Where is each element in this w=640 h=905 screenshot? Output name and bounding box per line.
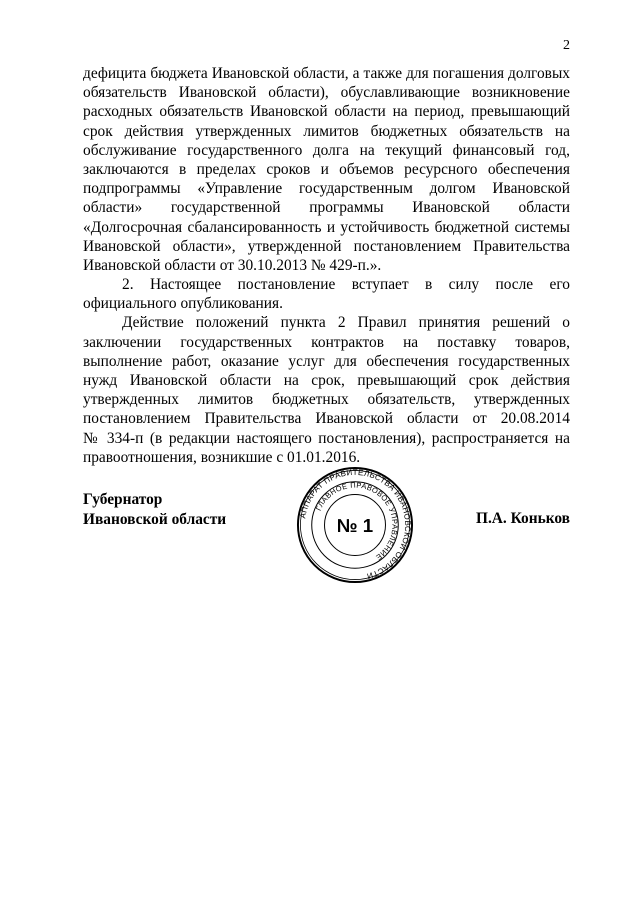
signature-title — [83, 490, 226, 529]
text-line: заключаются в пределах сроков и объемов ресурсного обеспечения — [83, 160, 570, 178]
text-line: постановлением Правительства Ивановской области от 20.08.2014 — [83, 410, 570, 428]
text-line: Ивановской области», утвержденной постановлением Правительства — [83, 237, 570, 255]
signatory-name: П.А. Коньков — [475, 510, 570, 527]
text-line: Ивановской области от 30.10.2013 № 429-п.». — [83, 256, 382, 274]
signature-title-line: Ивановской области — [83, 510, 227, 528]
text-line: подпрограммы «Управление государственным долгом Ивановской — [83, 180, 570, 198]
text-line: 2. Настоящее постановление вступает в силу после его — [122, 276, 570, 294]
seal-outer-text: АППАРАТ ПРАВИТЕЛЬСТВА ИВАНОВСКОЙ ОБЛАСТИ — [298, 467, 413, 581]
text-line: Действие положений пункта 2 Правил принятия решений о — [122, 314, 570, 332]
page-number: 2 — [563, 38, 570, 53]
seal-number: № 1 — [336, 514, 374, 536]
text-line: нужд Ивановской области на срок, превышающий срок действия — [83, 372, 570, 389]
document-body — [83, 64, 570, 467]
text-line: правоотношения, возникшие с 01.01.2016. — [83, 448, 361, 466]
text-line: утвержденных лимитов бюджетных обязательств, утвержденных — [83, 391, 570, 409]
text-line: расходных обязательств Ивановской области на период, превышающий — [83, 103, 570, 121]
seal-inner-text: ГЛАВНОЕ ПРАВОВОЕ УПРАВЛЕНИЕ — [313, 480, 400, 563]
text-line: обслуживание государственного долга на текущий финансовый год, — [83, 141, 570, 159]
text-line: заключении государственных контрактов на поставку товаров, — [83, 333, 570, 351]
text-line: обязательств Ивановской области), обуславливающие возникновение — [83, 84, 570, 102]
text-line: области» государственной программы Ивановской области — [83, 199, 570, 217]
official-seal — [296, 466, 414, 584]
text-line: официального опубликования. — [83, 295, 283, 313]
text-line: «Долгосрочная сбалансированность и устойчивость бюджетной системы — [83, 218, 570, 236]
text-line: дефицита бюджета Ивановской области, а также для погашения долговых — [83, 65, 570, 82]
text-line: № 334-п (в редакции настоящего постановления), распространяется на — [83, 429, 570, 447]
signature-title-line: Губернатор — [83, 491, 163, 508]
text-line: выполнение работ, оказание услуг для обеспечения государственных — [83, 352, 570, 370]
text-line: срок действия утвержденных лимитов бюджетных обязательств на — [83, 122, 570, 140]
